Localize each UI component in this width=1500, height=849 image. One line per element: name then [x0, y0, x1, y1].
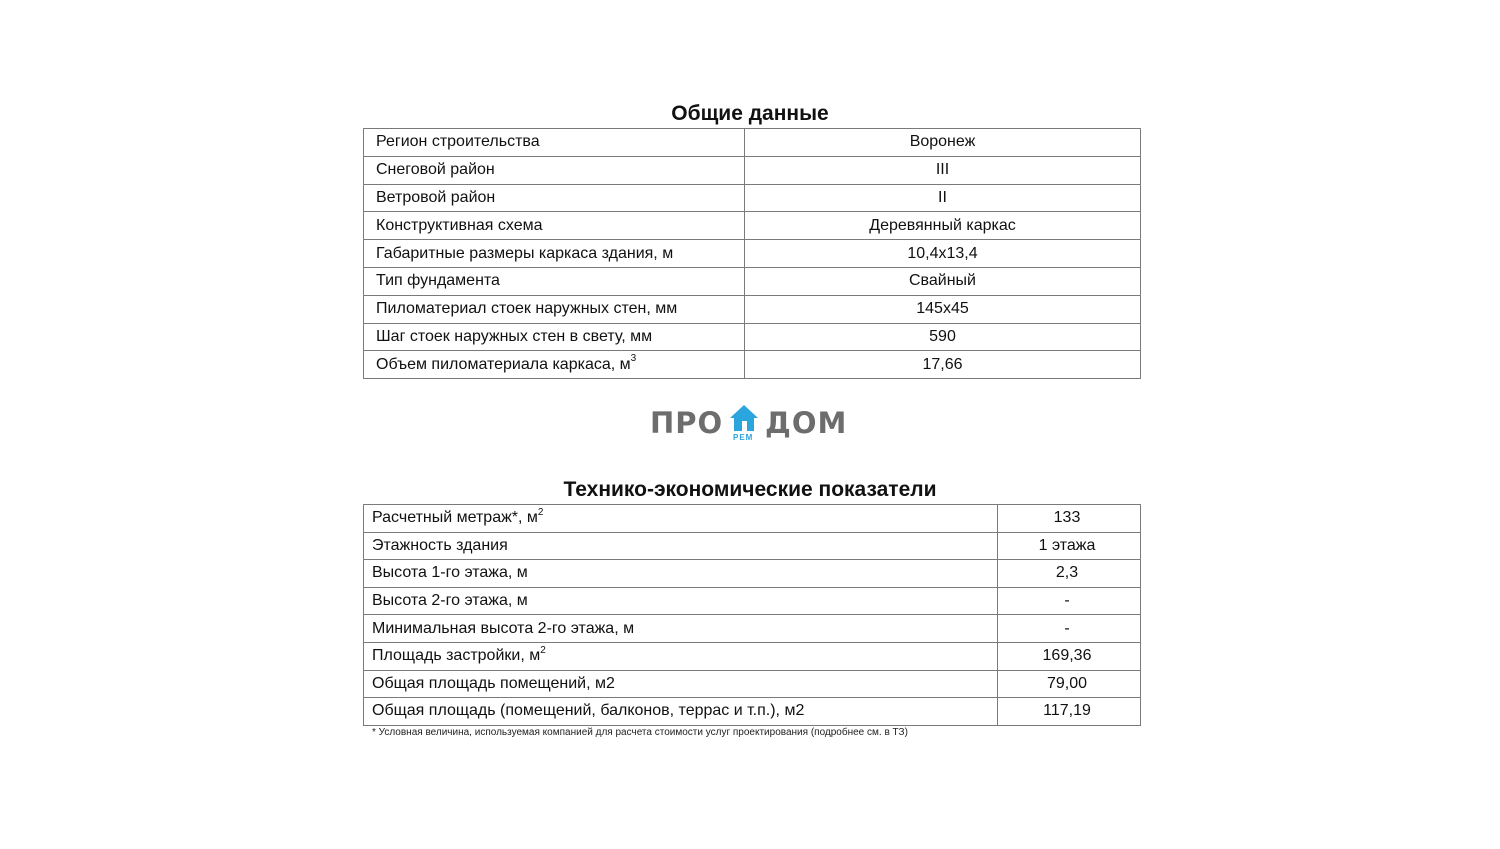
unit-exponent: 2 [540, 644, 546, 656]
general-data-title: Общие данные [671, 102, 829, 125]
row-label [364, 267, 745, 295]
row-label [364, 129, 745, 157]
row-label [364, 560, 998, 588]
table-row [364, 642, 1141, 670]
row-label [364, 505, 998, 533]
row-label [364, 587, 998, 615]
table-row [364, 505, 1141, 533]
row-label-text: Этажность здания [372, 536, 508, 554]
row-label-text: Снеговой район [376, 161, 495, 179]
row-label-text: Пиломатериал стоек наружных стен, мм [376, 300, 678, 318]
tech-indicators-table [363, 504, 1141, 726]
row-label-text: Общая площадь помещений, м2 [372, 674, 615, 692]
row-value: 10,4х13,4 [745, 240, 1141, 268]
row-label [364, 240, 745, 268]
table-row [364, 129, 1141, 157]
row-label-text: Минимальная высота 2-го этажа, м [372, 619, 635, 637]
general-data-table [363, 128, 1141, 379]
table-row [364, 323, 1141, 351]
row-label [364, 532, 998, 560]
row-label-text: Площадь застройки, м [372, 647, 541, 665]
row-value: 145х45 [745, 295, 1141, 323]
row-label-text: Шаг стоек наружных стен в свету, мм [376, 327, 653, 345]
table-row [364, 295, 1141, 323]
row-label [364, 642, 998, 670]
row-value: - [998, 587, 1141, 615]
table-row [364, 670, 1141, 698]
row-value: Деревянный каркас [745, 212, 1141, 240]
row-value: Воронеж [745, 129, 1141, 157]
row-label-text: Тип фундамента [376, 272, 500, 290]
table-row [364, 267, 1141, 295]
row-label [364, 670, 998, 698]
row-value: 117,19 [998, 698, 1141, 726]
row-value: - [998, 615, 1141, 643]
row-label [364, 295, 745, 323]
table-row [364, 698, 1141, 726]
row-label [364, 184, 745, 212]
row-label-text: Высота 1-го этажа, м [372, 564, 528, 582]
row-value: 79,00 [998, 670, 1141, 698]
row-label-text: Конструктивная схема [376, 216, 543, 234]
table-row [364, 240, 1141, 268]
table-row [364, 156, 1141, 184]
row-value: 169,36 [998, 642, 1141, 670]
row-label [364, 615, 998, 643]
row-label [364, 212, 745, 240]
table-row [364, 560, 1141, 588]
footnote: * Условная величина, используемая компанией для расчета стоимости услуг проектирования (подробнее см. в ТЗ) [372, 727, 908, 738]
table-row [364, 212, 1141, 240]
row-value: II [745, 184, 1141, 212]
logo-word-dom: ДОМ [765, 406, 848, 440]
row-label-text: Ветровой район [376, 188, 496, 206]
row-label-text: Высота 2-го этажа, м [372, 592, 528, 610]
row-value: III [745, 156, 1141, 184]
table-row [364, 615, 1141, 643]
row-value: 133 [998, 505, 1141, 533]
row-value: 2,3 [998, 560, 1141, 588]
unit-exponent: 2 [537, 506, 544, 518]
row-label [364, 156, 745, 184]
row-label [364, 323, 745, 351]
pro-dom-logo [650, 403, 850, 447]
house-icon [728, 403, 760, 433]
table-row [364, 587, 1141, 615]
row-label [364, 351, 745, 379]
tech-indicators-title: Технико-экономические показатели [563, 478, 937, 501]
logo-sub-text: РЕМ [733, 433, 754, 442]
row-label-text: Габаритные размеры каркаса здания, м [376, 244, 674, 262]
row-label-text: Расчетный метраж*, м [372, 509, 538, 527]
table-row [364, 532, 1141, 560]
unit-exponent: 3 [630, 353, 637, 365]
logo-word-pro: ПРО [650, 406, 724, 440]
row-value: Свайный [745, 267, 1141, 295]
table-row [364, 351, 1141, 379]
row-value: 1 этажа [998, 532, 1141, 560]
row-label [364, 698, 998, 726]
table-row [364, 184, 1141, 212]
row-value: 590 [745, 323, 1141, 351]
row-value: 17,66 [745, 351, 1141, 379]
row-label-text: Общая площадь (помещений, балконов, террас и т.п.), м2 [372, 702, 805, 720]
row-label-text: Объем пиломатериала каркаса, м [376, 355, 631, 373]
row-label-text: Регион строительства [376, 133, 540, 151]
